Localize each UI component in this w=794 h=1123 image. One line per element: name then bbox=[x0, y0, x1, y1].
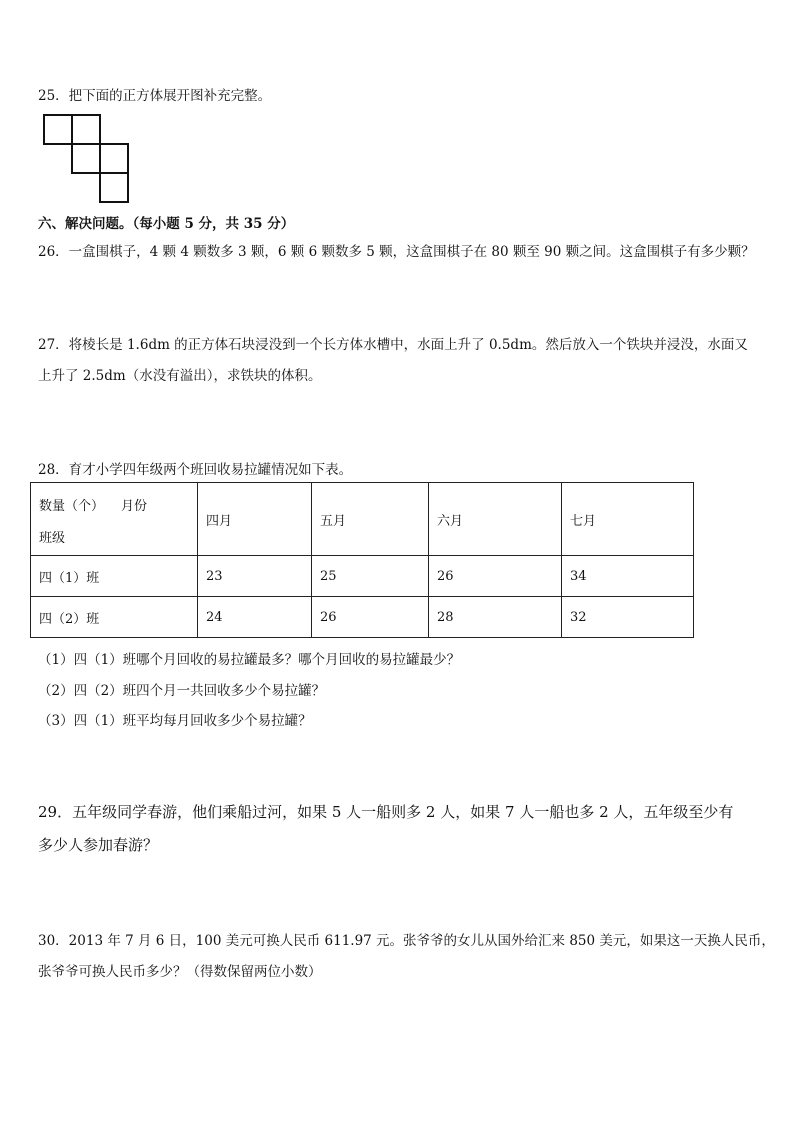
value-cell: 34 bbox=[562, 556, 694, 597]
month-header: 七月 bbox=[562, 483, 694, 556]
q28-text: 28．育才小学四年级两个班回收易拉罐情况如下表。 bbox=[38, 462, 353, 478]
table-header-row bbox=[31, 483, 694, 556]
q25-text: 25．把下面的正方体展开图补充完整。 bbox=[38, 88, 272, 104]
class-cell: 四（2）班 bbox=[31, 597, 198, 638]
corner-quantity-label: 数量（个） bbox=[39, 499, 105, 514]
q29-line-2: 多少人参加春游？ bbox=[38, 836, 159, 854]
net-square-3 bbox=[72, 144, 100, 173]
section-6-heading: 六、解决问题。（每小题 5 分，共 35 分） bbox=[38, 216, 295, 232]
value-cell: 32 bbox=[562, 597, 694, 638]
recycling-table bbox=[30, 482, 694, 638]
value-cell: 24 bbox=[198, 597, 312, 638]
month-header: 四月 bbox=[198, 483, 312, 556]
net-square-2 bbox=[72, 115, 100, 144]
q28-sub-2: （2）四（2）班四个月一共回收多少个易拉罐？ bbox=[38, 683, 326, 699]
table-corner-cell bbox=[31, 483, 198, 556]
net-square-5 bbox=[100, 173, 128, 202]
q29-line-1: 29．五年级同学春游，他们乘船过河，如果 5 人一船则多 2 人，如果 7 人一船也多 2 人，五年级至少有 bbox=[38, 803, 734, 821]
value-cell: 23 bbox=[198, 556, 312, 597]
cube-net-figure bbox=[43, 114, 133, 206]
q28-sub-1: （1）四（1）班哪个月回收的易拉罐最多？哪个月回收的易拉罐最少？ bbox=[38, 652, 461, 668]
value-cell: 25 bbox=[312, 556, 429, 597]
q27-line-1: 27．将棱长是 1.6dm 的正方体石块浸没到一个长方体水槽中，水面上升了 0.5dm。然后放入一个铁块并浸没，水面又 bbox=[38, 337, 748, 353]
table-row bbox=[31, 556, 694, 597]
q30-line-1: 30．2013 年 7 月 6 日，100 美元可换人民币 611.97 元。张爷爷的女儿从国外给汇来 850 美元，如果这一天换人民币， bbox=[38, 933, 775, 949]
month-header: 五月 bbox=[312, 483, 429, 556]
net-square-4 bbox=[100, 144, 128, 173]
value-cell: 28 bbox=[429, 597, 562, 638]
value-cell: 26 bbox=[429, 556, 562, 597]
q27-line-2: 上升了 2.5dm（水没有溢出），求铁块的体积。 bbox=[38, 368, 322, 384]
q26-text: 26．一盒围棋子，4 颗 4 颗数多 3 颗，6 颗 6 颗数多 5 颗，这盒围棋子在 80 颗至 90 颗之间。这盒围棋子有多少颗？ bbox=[38, 244, 755, 260]
class-cell: 四（1）班 bbox=[31, 556, 198, 597]
net-square-1 bbox=[44, 115, 72, 144]
q28-sub-3: （3）四（1）班平均每月回收多少个易拉罐？ bbox=[38, 713, 312, 729]
month-header: 六月 bbox=[429, 483, 562, 556]
corner-class-label: 班级 bbox=[39, 531, 66, 546]
corner-month-label: 月份 bbox=[121, 499, 148, 514]
q30-line-2: 张爷爷可换人民币多少？（得数保留两位小数） bbox=[38, 964, 322, 980]
table-row bbox=[31, 597, 694, 638]
value-cell: 26 bbox=[312, 597, 429, 638]
